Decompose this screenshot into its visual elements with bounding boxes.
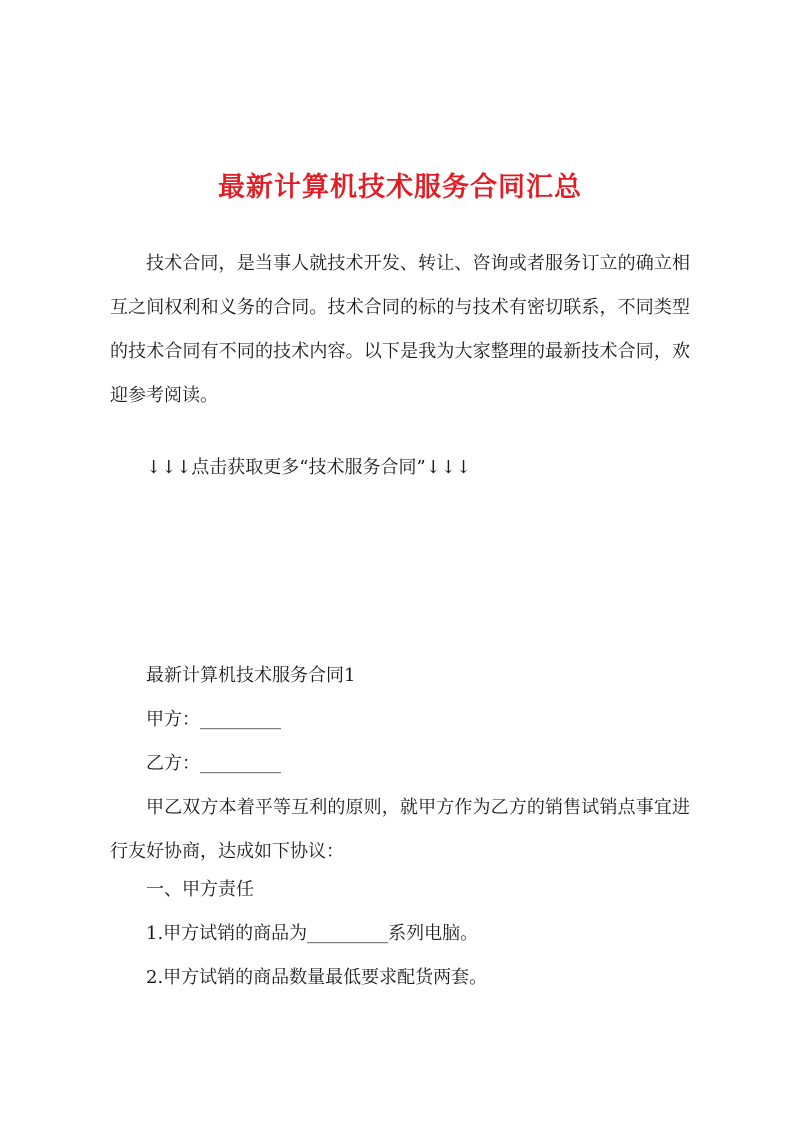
heading-party-a-duties: 一、甲方责任	[146, 879, 254, 900]
clause-item-1: 1.甲方试销的商品为_________系列电脑。	[146, 923, 479, 944]
party-b-line: 乙方：_________	[146, 753, 281, 774]
more-contracts-link[interactable]: ↓↓↓点击获取更多“技术服务合同”↓↓↓	[146, 457, 471, 478]
agreement-paragraph: 甲乙双方本着平等互利的原则，就甲方作为乙方的销售试销点事宜进行友好协商，达成如下协议：	[110, 797, 690, 862]
intro-paragraph: 技术合同，是当事人就技术开发、转让、咨询或者服务订立的确立相互之间权利和义务的合同。技术合同的标的与技术有密切联系，不同类型的技术合同有不同的技术内容。以下是我为大家整理的最新技术合同，欢迎参考阅读。	[110, 253, 690, 406]
clause-item-2: 2.甲方试销的商品数量最低要求配货两套。	[146, 967, 488, 988]
party-a-line: 甲方：_________	[146, 709, 281, 730]
document-title: 最新计算机技术服务合同汇总	[218, 172, 582, 203]
section-title: 最新计算机技术服务合同1	[146, 665, 356, 686]
